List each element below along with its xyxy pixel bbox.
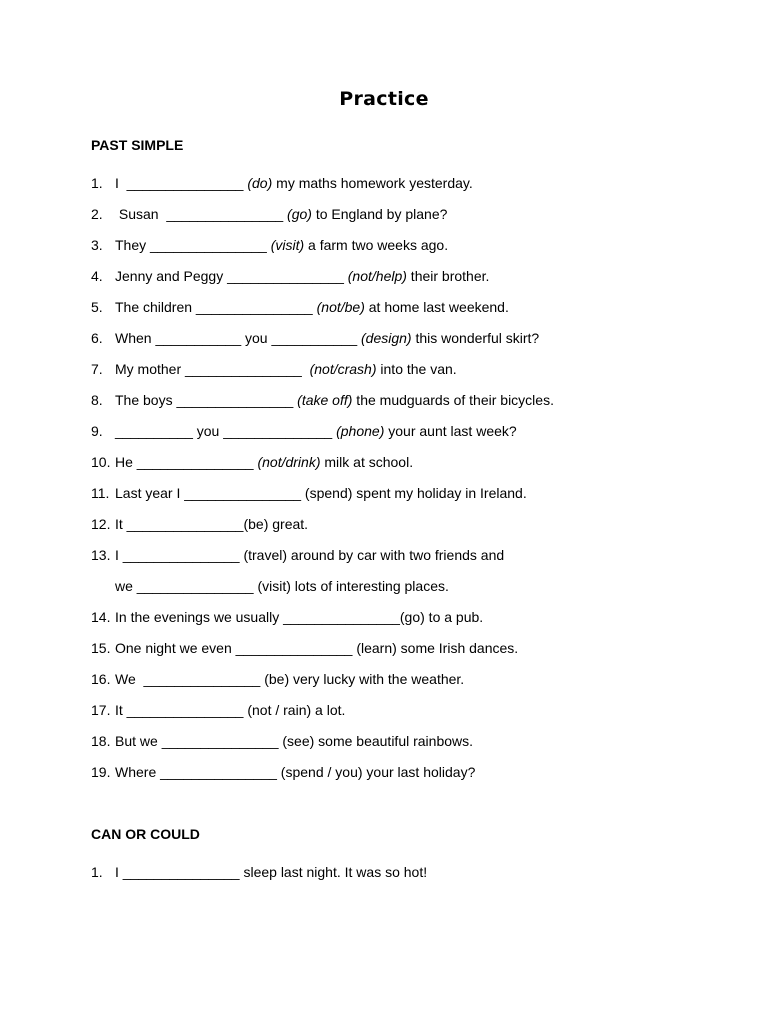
item-text: When ___________ you ___________ <box>115 330 361 346</box>
item-text: Where _______________ (spend / you) your last holiday? <box>115 764 476 780</box>
item-number: 3. <box>91 237 103 253</box>
item-text: a farm two weeks ago. <box>304 237 449 253</box>
item-text: It _______________ (not / rain) a lot. <box>115 702 346 718</box>
exercise-item <box>91 515 308 533</box>
item-text: I _______________ <box>115 175 248 191</box>
item-number: 13. <box>91 547 111 563</box>
exercise-item <box>115 577 449 595</box>
item-text: the mudguards of their bicycles. <box>352 392 554 408</box>
exercise-item <box>91 546 504 564</box>
section-heading: PAST SIMPLE <box>91 137 184 153</box>
item-text: this wonderful skirt? <box>411 330 540 346</box>
item-text: __________ you ______________ <box>115 423 337 439</box>
verb-hint: (go) <box>287 206 312 222</box>
exercise-item <box>91 670 464 688</box>
verb-hint: (design) <box>361 330 412 346</box>
item-text: We _______________ (be) very lucky with the weather. <box>115 671 465 687</box>
item-number: 4. <box>91 268 103 284</box>
item-text: Last year I _______________ (spend) spent my holiday in Ireland. <box>115 485 527 501</box>
item-text: Jenny and Peggy _______________ <box>115 268 348 284</box>
item-text: we _______________ (visit) lots of interesting places. <box>115 578 449 594</box>
item-number: 15. <box>91 640 111 656</box>
section-heading: CAN OR COULD <box>91 826 200 842</box>
exercise-item <box>91 298 509 316</box>
exercise-item <box>91 701 345 719</box>
item-text: But we _______________ (see) some beautiful rainbows. <box>115 733 474 749</box>
item-number: 1. <box>91 864 103 880</box>
verb-hint: (not/crash) <box>309 361 377 377</box>
item-text: milk at school. <box>320 454 414 470</box>
exercise-item <box>91 732 473 750</box>
item-text: my maths homework yesterday. <box>272 175 473 191</box>
verb-hint: (not/help) <box>347 268 407 284</box>
item-number: 14. <box>91 609 111 625</box>
exercise-item <box>91 236 448 254</box>
item-text: your aunt last week? <box>384 423 517 439</box>
item-text: In the evenings we usually _______________(go) to a pub. <box>115 609 484 625</box>
item-text: at home last weekend. <box>364 299 509 315</box>
item-text: to England by plane? <box>311 206 448 222</box>
item-number: 2. <box>91 206 103 222</box>
exercise-item <box>91 267 489 285</box>
item-number: 5. <box>91 299 103 315</box>
item-number: 16. <box>91 671 111 687</box>
exercise-item <box>91 639 518 657</box>
verb-hint: (take off) <box>297 392 353 408</box>
item-number: 18. <box>91 733 111 749</box>
verb-hint: (visit) <box>270 237 305 253</box>
item-text: He _______________ <box>115 454 258 470</box>
item-number: 19. <box>91 764 111 780</box>
exercise-item <box>91 391 554 409</box>
item-number: 9. <box>91 423 103 439</box>
item-text: They _______________ <box>115 237 271 253</box>
page-title: Practice <box>339 88 429 110</box>
item-number: 1. <box>91 175 103 191</box>
item-number: 6. <box>91 330 103 346</box>
verb-hint: (not/drink) <box>257 454 321 470</box>
item-number: 11. <box>91 485 110 501</box>
item-text: into the van. <box>376 361 457 377</box>
exercise-item <box>91 484 527 502</box>
item-number: 10. <box>91 454 111 470</box>
item-text: It _______________(be) great. <box>115 516 309 532</box>
item-text: Susan _______________ <box>115 206 288 222</box>
verb-hint: (phone) <box>336 423 385 439</box>
item-number: 17. <box>91 702 111 718</box>
item-text: The boys _______________ <box>115 392 298 408</box>
item-number: 7. <box>91 361 103 377</box>
exercise-item <box>91 360 457 378</box>
exercise-item <box>91 763 475 781</box>
exercise-item <box>91 422 517 440</box>
item-number: 8. <box>91 392 103 408</box>
exercise-item <box>91 453 413 471</box>
verb-hint: (not/be) <box>316 299 365 315</box>
item-number: 12. <box>91 516 111 532</box>
item-text: I _______________ sleep last night. It was so hot! <box>115 864 428 880</box>
item-text: The children _______________ <box>115 299 317 315</box>
item-text: I _______________ (travel) around by car with two friends and <box>115 547 505 563</box>
exercise-item <box>91 863 427 881</box>
exercise-item <box>91 205 447 223</box>
exercise-item <box>91 329 539 347</box>
item-text: My mother _______________ <box>115 361 310 377</box>
item-text: their brother. <box>406 268 490 284</box>
verb-hint: (do) <box>247 175 273 191</box>
item-text: One night we even _______________ (learn) some Irish dances. <box>115 640 519 656</box>
exercise-item <box>91 608 483 626</box>
exercise-item <box>91 174 473 192</box>
